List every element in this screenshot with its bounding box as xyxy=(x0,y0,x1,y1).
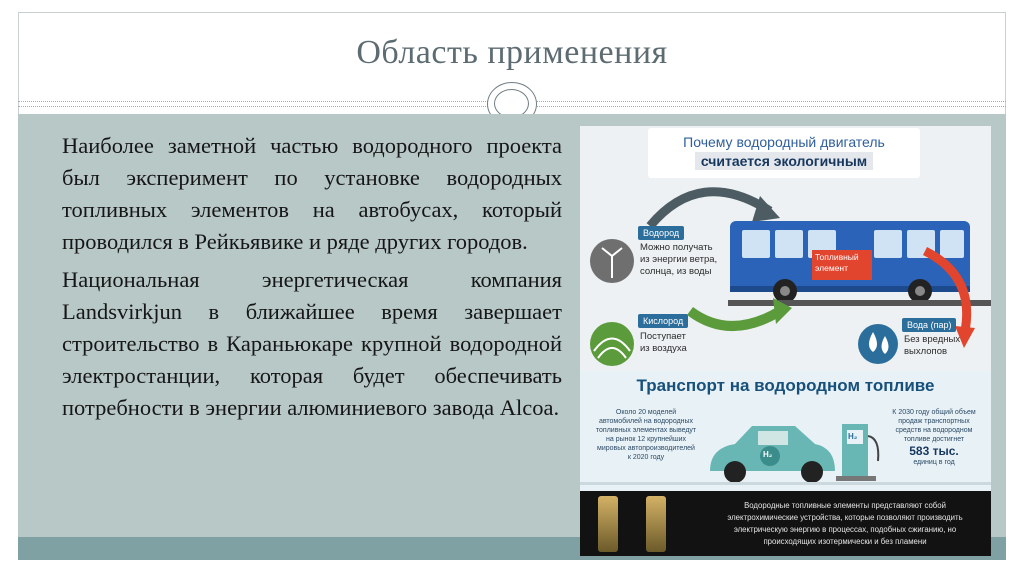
fuel-cell-label xyxy=(812,250,872,280)
sales-stat-line3: средств на водородном xyxy=(895,427,973,434)
oxygen-description xyxy=(640,331,687,355)
infographic-header-line1: Почему водородный двигатель xyxy=(683,134,885,150)
water-drop-icon xyxy=(858,324,898,364)
paragraph-2: Национальная энергетическая компания Landsvirkjun в ближайшее время завершает строительство в Караньюкаре крупной водородной электростанции, которая будет обеспечивать потребности в энергии алюминиевого завода Alcoa. xyxy=(62,267,562,420)
slide-title: Область применения xyxy=(356,34,668,71)
hydrogen-line3: солнца, из воды xyxy=(640,266,712,277)
pump-badge-label: H₂ xyxy=(848,432,858,441)
fuel-cell-line2: элемент xyxy=(815,263,848,273)
paragraph-1: Наиболее заметной частью водородного проекта был эксперимент по установке водородных топливных элементов на автобусах, который проводился в Рейкьявике и ряде других городов. xyxy=(62,133,562,254)
models-stat-line4: на рынок 12 крупнейших xyxy=(606,436,686,443)
field-icon xyxy=(590,322,634,366)
models-stat-line2: автомобилей на водородных xyxy=(598,418,694,425)
sales-stat-line1: К 2030 году общий объем xyxy=(892,409,976,416)
models-stat-line6: к 2020 году xyxy=(627,454,665,461)
fuel-cell-battery-icon xyxy=(646,496,666,552)
models-stat xyxy=(586,408,706,462)
oxygen-tag: Кислород xyxy=(638,314,688,328)
hydrogen-arrow-icon xyxy=(650,192,770,226)
sales-stat-unit: единиц в год xyxy=(913,459,955,466)
models-stat-line3: топливных элементах выведут xyxy=(595,427,697,434)
models-stat-line5: мировых автопроизводителей xyxy=(597,445,695,452)
water-line2: выхлопов xyxy=(904,346,948,357)
slide-body xyxy=(62,130,562,430)
sales-stat-line2: продаж транспортных xyxy=(898,418,970,425)
hydrogen-line2: из энергии ветра, xyxy=(640,254,718,265)
models-stat-line1: Около 20 моделей xyxy=(615,409,677,416)
oxygen-line1: Поступает xyxy=(640,331,686,342)
hydrogen-tag: Водород xyxy=(638,226,684,240)
fuel-cell-line1: Топливный xyxy=(815,252,859,262)
oxygen-arrow-icon xyxy=(690,311,780,326)
sales-stat-value: 583 тыс. xyxy=(909,444,959,458)
water-tag: Вода (пар) xyxy=(902,318,956,332)
transport-title: Транспорт на водородном топливе xyxy=(636,376,935,395)
infographic-header-line2: считается экологичным xyxy=(695,152,873,170)
oxygen-line2: из воздуха xyxy=(640,343,687,354)
water-line1: Без вредных xyxy=(904,334,961,345)
sales-stat-line4: топливе достигнет xyxy=(903,436,965,443)
water-description xyxy=(904,334,960,358)
hydrogen-line1: Можно получать xyxy=(640,242,713,253)
fuel-cell-battery-icon xyxy=(598,496,618,552)
hydrogen-description xyxy=(640,242,717,278)
infographic xyxy=(580,126,991,556)
car-badge-label: H₂ xyxy=(763,450,773,459)
fuel-cell-description: Водородные топливные элементы представляют собой электрохимические устройства, которые позволяют производить электрическую энергию в процессах, подобных сжиганию, но происходящих изотермически и без пламени xyxy=(727,501,963,546)
sales-stat xyxy=(880,408,988,467)
